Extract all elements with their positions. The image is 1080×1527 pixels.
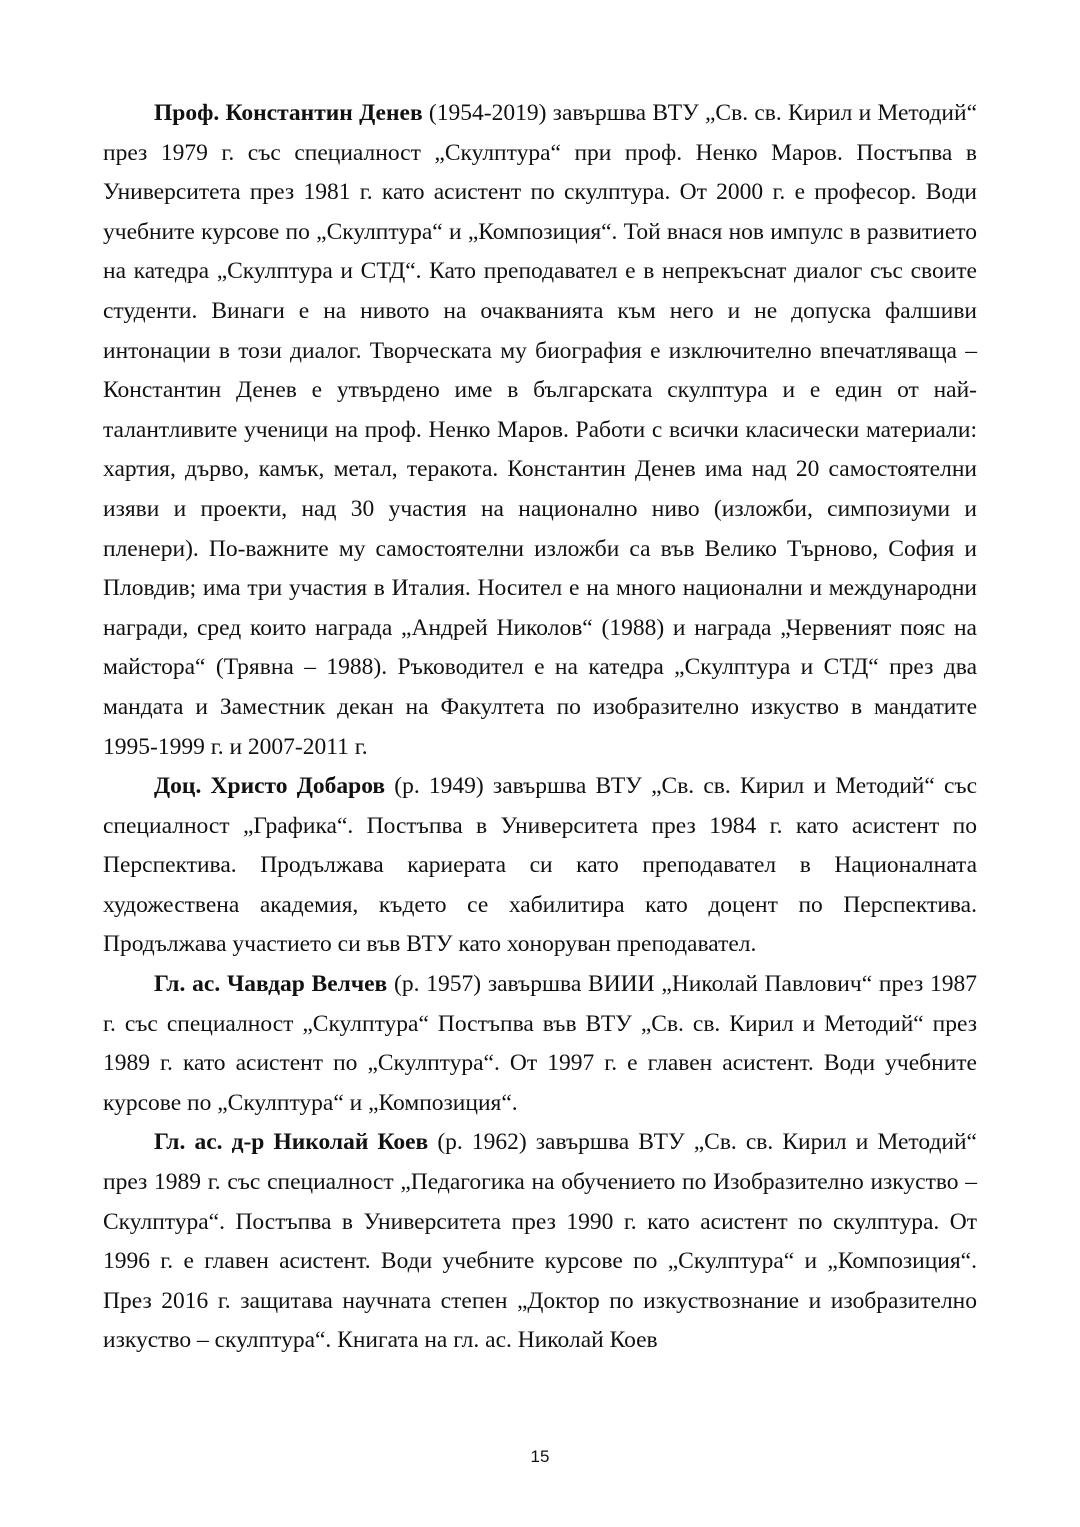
person-name: Доц. Христо Добаров bbox=[154, 773, 386, 800]
paragraph-konstantin-denev bbox=[103, 94, 977, 767]
paragraph-text: (р. 1962) завършва ВТУ „Св. св. Кирил и Методий“ през 1989 г. със специалност „Педагогика на обучението по Изобразително изкуство – Скулптура“. Постъпва в Университета през 1990 г. като асистент по скулптура. От 1996 г. е главен асистент. Води учебните курсове по „Скулптура“ и „Композиция“. През 2016 г. защитава научната степен „Доктор по изкуствознание и изобразително изкуство – скулптура“. Книгата на гл. ас. Николай Коев bbox=[103, 1129, 977, 1354]
paragraph-text: (1954-2019) завършва ВТУ „Св. св. Кирил и Методий“ през 1979 г. със специалност „Скулптура“ при проф. Ненко Маров. Постъпва в Университета през 1981 г. като асистент по скулптура. От 2000 г. е професор. Води учебните курсове по „Скулптура“ и „Композиция“. Той внася нов импулс в развитието на катедра „Скулптура и СТД“. Като преподавател е в непрекъснат диалог със своите студенти. Винаги е на нивото на очакванията към него и не допуска фалшиви интонации в този диалог. Творческата му биография е изключително впечатляваща – Константин Денев е утвърдено име в българската скулптура и е един от най-талантливите ученици на проф. Ненко Маров. Работи с всички класически материали: хартия, дърво, камък, метал, теракота. Константин Денев има над 20 самостоятелни изяви и проекти, над 30 участия на национално ниво (изложби, симпозиуми и пленери). По-важните му самостоятелни изложби са във Велико Търново, София и Пловдив; има три участия в Италия. Носител е на много национални и международни награди, сред които награда „Андрей Николов“ (1988) и награда „Червеният пояс на майстора“ (Трявна – 1988). Ръководител е на катедра „Скулптура и СТД“ през два мандата и Заместник декан на Факултета по изобразително изкуство в мандатите 1995-1999 г. и 2007-2011 г. bbox=[103, 100, 977, 760]
body-text bbox=[103, 94, 977, 1361]
paragraph-chavdar-velchev bbox=[103, 965, 977, 1123]
page-number: 15 bbox=[530, 1447, 550, 1466]
paragraph-hristo-dobarov bbox=[103, 767, 977, 965]
paragraph-text: (р. 1949) завършва ВТУ „Св. св. Кирил и Методий“ със специалност „Графика“. Постъпва в Университета през 1984 г. като асистент по Перспектива. Продължава кариерата си като преподавател в Националната художествена академия, където се хабилитира като доцент по Перспектива. Продължава участието си във ВТУ като хоноруван преподавател. bbox=[103, 773, 978, 958]
person-name: Гл. ас. д-р Николай Коев bbox=[154, 1129, 429, 1156]
paragraph-nikolay-koev bbox=[103, 1123, 977, 1361]
person-name: Проф. Константин Денев bbox=[154, 100, 423, 126]
paragraph-text: (р. 1957) завършва ВИИИ „Николай Павлович“ през 1987 г. със специалност „Скулптура“ Постъпва във ВТУ „Св. св. Кирил и Методий“ през 1989 г. като асистент по „Скулптура“. От 1997 г. е главен асистент. Води учебните курсове по „Скулптура“ и „Композиция“. bbox=[103, 971, 978, 1116]
person-name: Гл. ас. Чавдар Велчев bbox=[154, 971, 388, 998]
